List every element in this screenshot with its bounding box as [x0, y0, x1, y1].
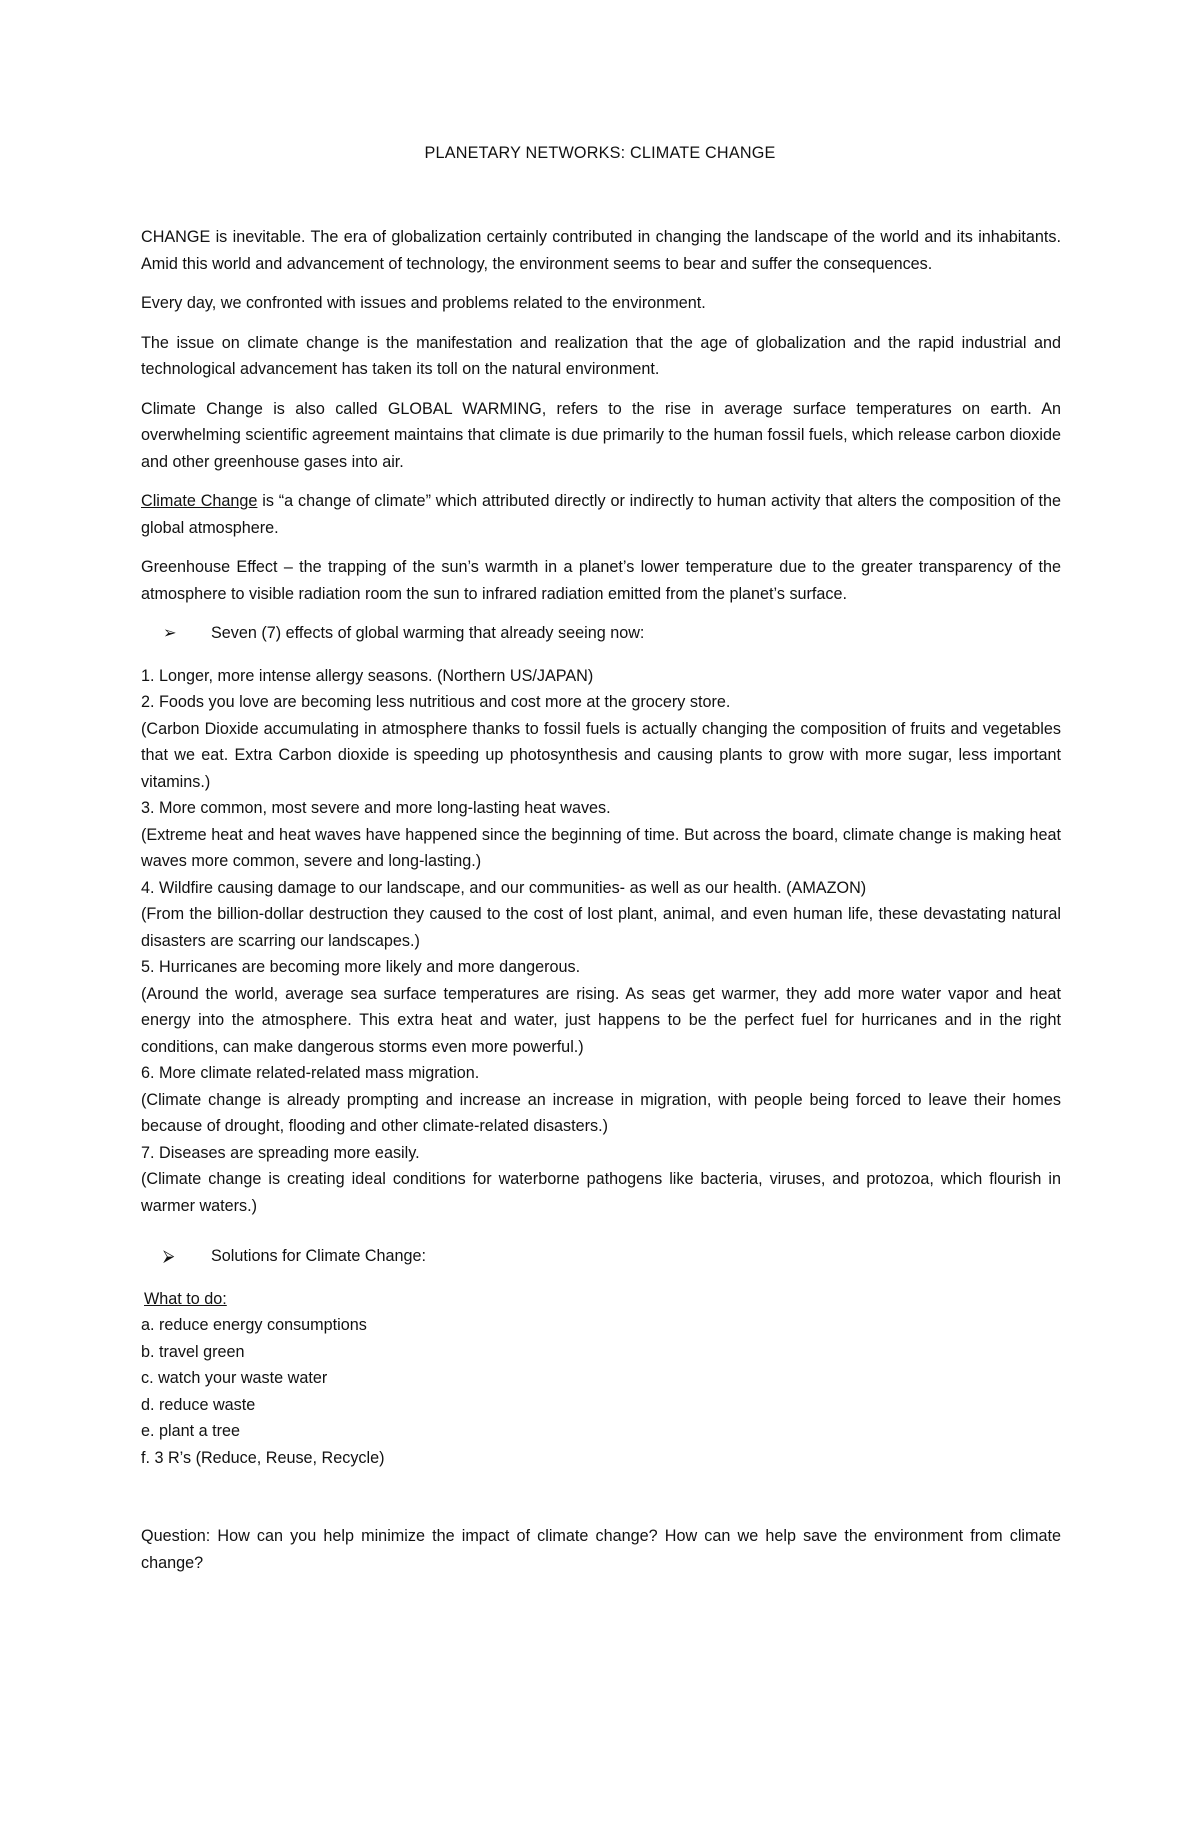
effect-title: 1. Longer, more intense allergy seasons. (Northern US/JAPAN) [141, 666, 594, 685]
solutions-heading-text: Solutions for Climate Change: [211, 1247, 427, 1265]
effects-heading-text: Seven (7) effects of global warming that already seeing now: [211, 624, 645, 642]
todo-item: c. watch your waste water [141, 1369, 328, 1387]
intro-paragraph-4: Climate Change is also called GLOBAL WARMING, refers to the rise in average surface temperatures on earth. An overwhelming scientific agreement maintains that climate is due primarily to the human fossil fuels, which release carbon dioxide and other greenhouse gases into air. [141, 399, 1061, 471]
intro-paragraph-2: Every day, we confronted with issues and problems related to the environment. [141, 294, 706, 312]
effect-detail: (Extreme heat and heat waves have happened since the beginning of time. But across the board, climate change is making heat waves more common, severe and long-lasting.) [141, 825, 1061, 870]
arrow-bullet-icon: ⮚ [163, 1247, 175, 1265]
effect-title: 7. Diseases are spreading more easily. [141, 1143, 420, 1162]
solutions-heading [141, 1243, 1061, 1270]
arrow-bullet-icon: ➢ [163, 624, 177, 642]
page-title: PLANETARY NETWORKS: CLIMATE CHANGE [424, 144, 776, 162]
effect-detail: (Carbon Dioxide accumulating in atmosphere thanks to fossil fuels is actually changing the composition of fruits and vegetables that we eat. Extra Carbon dioxide is speeding up photosynthesis and causing plants to grow with more sugar, less important vitamins.) [141, 719, 1061, 791]
definition-text: is “a change of climate” which attributed directly or indirectly to human activity that alters the composition of the global atmosphere. [141, 492, 1062, 537]
todo-item: a. reduce energy consumptions [141, 1316, 367, 1334]
effect-detail: (Around the world, average sea surface temperatures are rising. As seas get warmer, they add more water vapor and heat energy into the atmosphere. This extra heat and water, just happens to be the perfect fuel for hurricanes and in the right conditions, can make dangerous storms even more powerful.) [141, 984, 1061, 1056]
effect-detail: (Climate change is already prompting and increase an increase in migration, with people being forced to leave their homes because of drought, flooding and other climate-related disasters.) [141, 1090, 1061, 1135]
greenhouse-paragraph: Greenhouse Effect – the trapping of the sun’s warmth in a planet’s lower temperature due to the greater transparency of the atmosphere to visible radiation room the sun to infrared radiation emitted from the planet’s surface. [141, 558, 1061, 603]
effect-title: 3. More common, most severe and more long-lasting heat waves. [141, 799, 611, 817]
todo-item: b. travel green [141, 1342, 245, 1361]
document-body [141, 224, 1061, 1589]
effects-list [141, 663, 1061, 1220]
effect-detail: (Climate change is creating ideal conditions for waterborne pathogens like bacteria, viruses, and protozoa, which flourish in warmer waters.) [141, 1170, 1061, 1215]
todo-item: d. reduce waste [141, 1395, 256, 1414]
effect-title: 4. Wildfire causing damage to our landscape, and our communities- as well as our health. (AMAZON) [141, 878, 867, 897]
definition-paragraph [141, 488, 1061, 541]
intro-paragraph-1: CHANGE is inevitable. The era of globalization certainly contributed in changing the landscape of the world and its inhabitants. Amid this world and advancement of technology, the environment seems to bear and suffer the consequences. [141, 228, 1061, 273]
todo-heading: What to do: [144, 1289, 227, 1308]
definition-term: Climate Change [141, 492, 258, 510]
intro-paragraph-3: The issue on climate change is the manifestation and realization that the age of globalization and the rapid industrial and technological advancement has taken its toll on the natural environment. [141, 333, 1061, 378]
question-paragraph: Question: How can you help minimize the impact of climate change? How can we help save the environment from climate change? [141, 1527, 1061, 1572]
todo-list [141, 1312, 1061, 1471]
effect-title: 5. Hurricanes are becoming more likely and more dangerous. [141, 958, 581, 976]
todo-item: f. 3 R’s (Reduce, Reuse, Recycle) [141, 1448, 385, 1467]
todo-item: e. plant a tree [141, 1422, 240, 1440]
effects-heading [141, 620, 1061, 647]
effect-detail: (From the billion-dollar destruction they caused to the cost of lost plant, animal, and even human life, these devastating natural disasters are scarring our landscapes.) [141, 905, 1061, 950]
effect-title: 2. Foods you love are becoming less nutritious and cost more at the grocery store. [141, 693, 731, 711]
effect-title: 6. More climate related-related mass migration. [141, 1064, 480, 1082]
